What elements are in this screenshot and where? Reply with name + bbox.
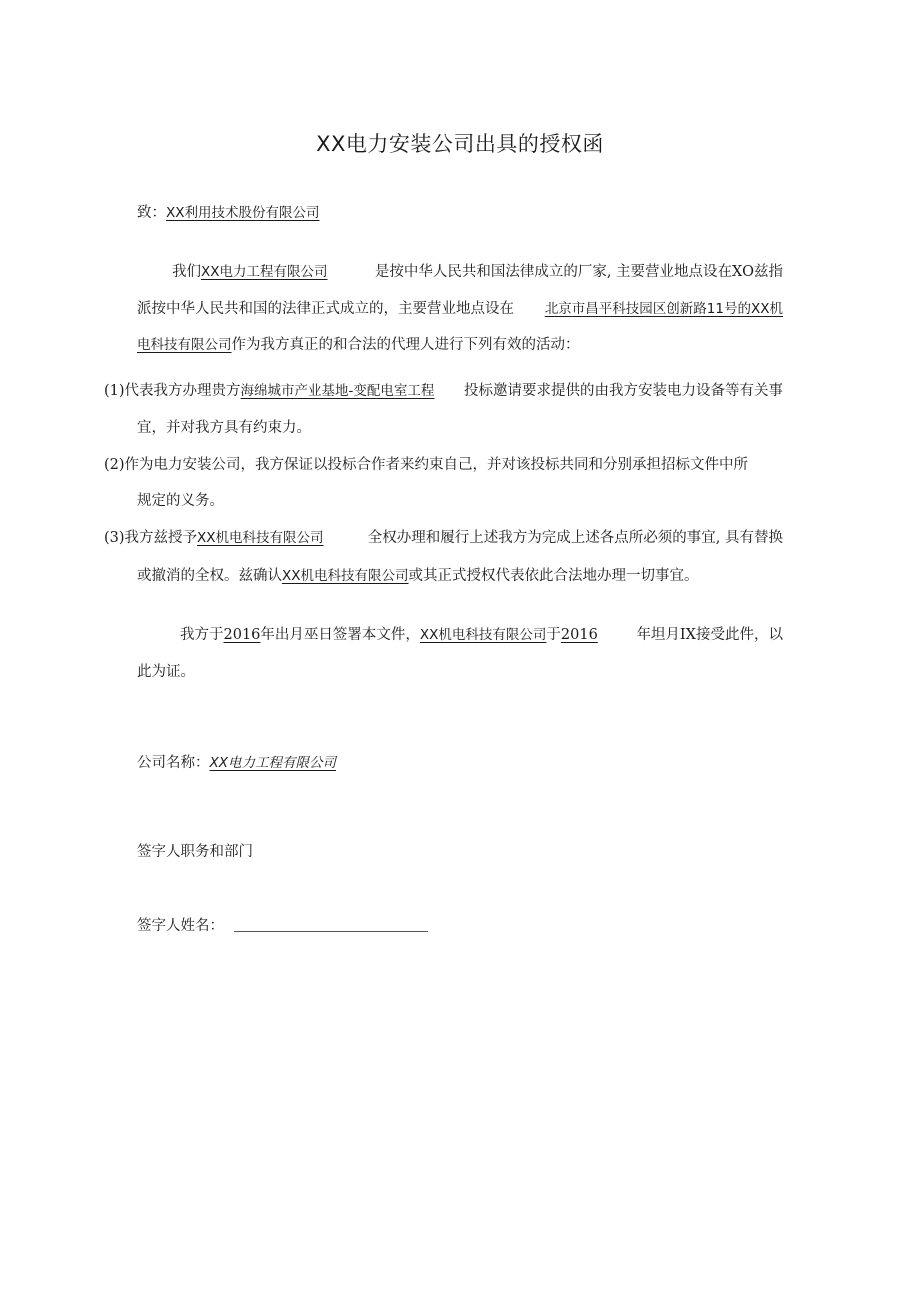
intro-line-2: 派按中华人民共和国的法律正式成立的，主要营业地点设在 北京市昌平科技园区创新路11号的XX机 bbox=[137, 301, 783, 317]
agent-company-part: XX机 bbox=[751, 301, 783, 317]
intro-line-1: 我们XX电力工程有限公司 是按中华人民共和国法律成立的厂家, 主要营业地点设在XO兹指 bbox=[172, 264, 783, 280]
item-3-line-2: 或撤消的全权。兹确认XX机电科技有限公司或其正式授权代表依此合法地办理一切事宜。 bbox=[137, 568, 699, 584]
item-1-line-1: (1)代表我方办理贵方海绵城市产业基地-变配电室工程 投标邀请要求提供的由我方安装电力设备等有关事 bbox=[104, 383, 783, 399]
recipient-line bbox=[137, 203, 320, 223]
closing-line-1: 我方于2016年出月巫日签署本文件，XX机电科技有限公司于2016 年坦月IX接受此件，以 bbox=[180, 627, 783, 643]
signer-name-label: 签字人姓名： bbox=[137, 918, 224, 934]
company-name-line bbox=[137, 753, 336, 773]
intro-line-3: 电科技有限公司作为我方真正的和合法的代理人进行下列有效的活动： bbox=[137, 337, 580, 353]
recipient-label: 致： bbox=[137, 205, 166, 221]
sign-year: 2016 bbox=[223, 627, 261, 643]
closing-line-2: 此为证。 bbox=[137, 664, 195, 680]
company-name-label: 公司名称： bbox=[137, 755, 210, 771]
project-name: 海绵城市产业基地-变配电室工程 bbox=[240, 383, 435, 399]
item-3-line-1: (3)我方兹授予XX机电科技有限公司 全权办理和履行上述我方为完成上述各点所必须的事宜, 具有替换 bbox=[104, 530, 783, 546]
document-title: XX电力安装公司出具的授权函 bbox=[316, 132, 604, 156]
agent-company: XX机电科技有限公司 bbox=[282, 568, 409, 584]
signer-name-field[interactable] bbox=[234, 931, 428, 932]
agent-company: XX机电科技有限公司 bbox=[419, 627, 547, 643]
item-2-line-2: 规定的义务。 bbox=[137, 493, 224, 509]
agent-company: XX机电科技有限公司 bbox=[197, 530, 324, 546]
signer-title-label: 签字人职务和部门 bbox=[137, 844, 253, 860]
recipient-name: XX利用技术股份有限公司 bbox=[166, 205, 320, 221]
company-name-value: XX电力工程有限公司 bbox=[209, 755, 336, 771]
accept-year: 2016 bbox=[560, 627, 598, 643]
agent-address: 北京市昌平科技园区创新路11号的 bbox=[544, 301, 751, 317]
item-1-line-2: 宜，并对我方具有约束力。 bbox=[137, 420, 311, 436]
item-2-line-1: (2)作为电力安装公司，我方保证以投标合作者来约束自己，并对该投标共同和分别承担招标文件中所 bbox=[104, 457, 749, 473]
principal-company: XX电力工程有限公司 bbox=[201, 264, 328, 280]
